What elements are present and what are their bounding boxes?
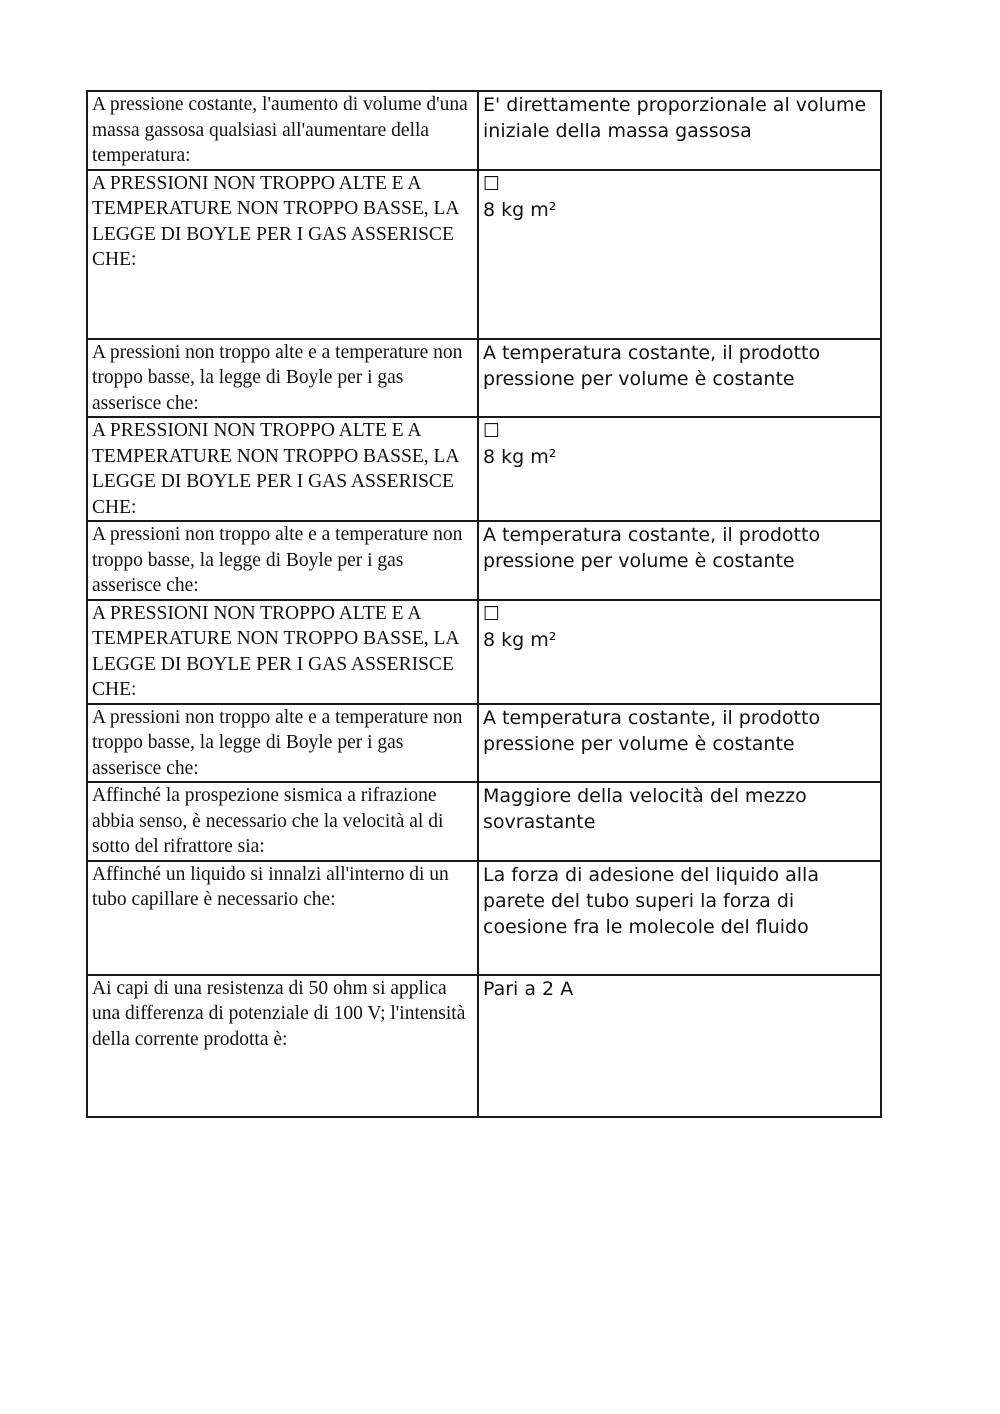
table-row <box>87 975 881 1117</box>
question-cell: A PRESSIONI NON TROPPO ALTE E A TEMPERATURE NON TROPPO BASSE, LA LEGGE DI BOYLE PER I GAS ASSERISCE CHE: <box>87 170 478 339</box>
question-cell: A pressioni non troppo alte e a temperature non troppo basse, la legge di Boyle per i gas asserisce che: <box>87 704 478 783</box>
answer-text: 8 kg m² <box>483 446 557 468</box>
answer-cell: Maggiore della velocità del mezzo sovrastante <box>478 782 881 861</box>
answer-text: 8 kg m² <box>483 628 557 651</box>
question-cell: A pressioni non troppo alte e a temperature non troppo basse, la legge di Boyle per i gas asserisce che: <box>87 339 478 418</box>
question-cell: A pressioni non troppo alte e a temperature non troppo basse, la legge di Boyle per i gas asserisce che: <box>87 521 478 600</box>
question-cell: Affinché la prospezione sismica a rifrazione abbia senso, è necessario che la velocità al di sotto del rifrattore sia: <box>87 782 478 861</box>
answer-cell: E' direttamente proporzionale al volume iniziale della massa gassosa <box>478 91 881 170</box>
table-row <box>87 521 881 600</box>
table-row <box>87 782 881 861</box>
checkbox-symbol: ☐ <box>483 420 501 442</box>
question-cell: Ai capi di una resistenza di 50 ohm si applica una differenza di potenziale di 100 V; l'intensità della corrente prodotta è: <box>87 975 478 1117</box>
question-cell: A PRESSIONI NON TROPPO ALTE E A TEMPERATURE NON TROPPO BASSE, LA LEGGE DI BOYLE PER I GAS ASSERISCE CHE: <box>87 600 478 704</box>
answer-cell: A temperatura costante, il prodotto pressione per volume è costante <box>478 521 881 600</box>
answer-cell <box>478 600 881 704</box>
table-row <box>87 339 881 418</box>
table-row <box>87 600 881 704</box>
answer-cell: A temperatura costante, il prodotto pressione per volume è costante <box>478 704 881 783</box>
answer-cell: A temperatura costante, il prodotto pressione per volume è costante <box>478 339 881 418</box>
answer-cell: Pari a 2 A <box>478 975 881 1117</box>
checkbox-symbol: ☐ <box>483 602 501 625</box>
answer-cell <box>478 170 881 339</box>
table-row <box>87 704 881 783</box>
question-answer-table <box>86 90 882 1118</box>
answer-text: 8 kg m² <box>483 198 557 221</box>
checkbox-symbol: ☐ <box>483 172 501 195</box>
question-cell: A PRESSIONI NON TROPPO ALTE E A TEMPERATURE NON TROPPO BASSE, LA LEGGE DI BOYLE PER I GAS ASSERISCE CHE: <box>87 417 478 521</box>
table-row <box>87 170 881 339</box>
answer-cell: La forza di adesione del liquido alla parete del tubo superi la forza di coesione fra le molecole del fluido <box>478 861 881 975</box>
table-row <box>87 417 881 521</box>
table-row <box>87 91 881 170</box>
question-cell: A pressione costante, l'aumento di volume d'una massa gassosa qualsiasi all'aumentare della temperatura: <box>87 91 478 170</box>
answer-cell <box>478 417 881 521</box>
question-cell: Affinché un liquido si innalzi all'interno di un tubo capillare è necessario che: <box>87 861 478 975</box>
table-row <box>87 861 881 975</box>
